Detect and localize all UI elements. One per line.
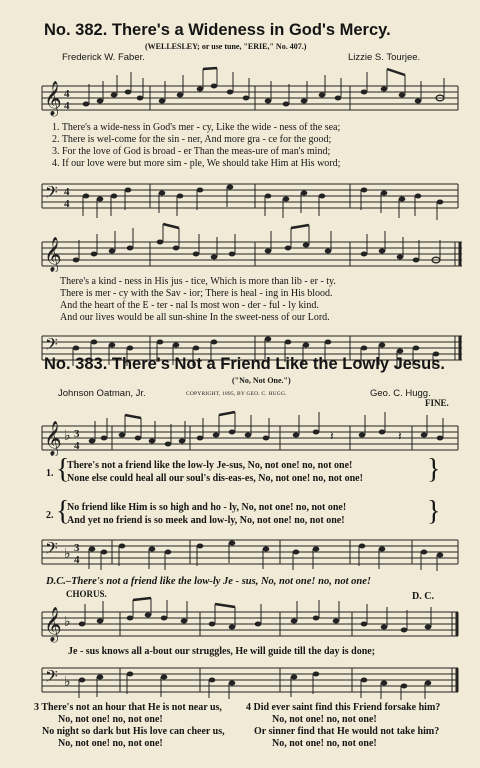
hymn-382-verse-line: 3. For the love of God is broad - er Than the meas-ure of man's mind; — [52, 146, 331, 157]
hymn-382-verse-line: 2. There is wel-come for the sin - ner, And more gra - ce for the good; — [52, 134, 332, 145]
hymn-382-composer: Lizzie S. Tourjee. — [348, 52, 421, 63]
verse-2-number: 2. — [46, 510, 54, 521]
verse-1-number: 1. — [46, 468, 54, 479]
svg-text:♭: ♭ — [64, 429, 71, 444]
music-staff-382-bass-1 — [0, 170, 480, 222]
fine-mark: FINE. — [425, 398, 449, 408]
music-staff-383-chorus-bass — [0, 656, 480, 702]
svg-text:𝄞: 𝄞 — [44, 422, 62, 455]
svg-text:4: 4 — [64, 186, 70, 198]
music-staff-383-bass-1 — [0, 528, 480, 572]
svg-text:𝄢: 𝄢 — [45, 668, 58, 690]
svg-text:4: 4 — [64, 100, 70, 112]
music-staff-382-treble-2 — [0, 222, 480, 272]
hymn-383-title: No. 383. There's Not a Friend Like the Lowly Jesus. — [44, 355, 445, 373]
verse-3-line: No, not one! no, not one! — [58, 714, 163, 725]
dc-instruction-line: D.C.–There's not a friend like the low-ly Je - sus, No, not one! no, not one! — [46, 576, 371, 587]
svg-text:𝄞: 𝄞 — [44, 238, 62, 271]
verse-3-line: 3 There's not an hour that He is not near us, — [34, 702, 222, 713]
svg-text:𝄢: 𝄢 — [45, 184, 58, 206]
svg-text:4: 4 — [64, 198, 70, 210]
hymn-382-verse-line: And the heart of the E - ter - nal Is most won - der - ful - ly kind. — [60, 300, 319, 311]
verse-3-line: No night so dark but His love can cheer us, — [42, 726, 225, 737]
hymn-383-composer: Geo. C. Hugg. — [370, 388, 431, 399]
hymn-383-subtitle: ("No, Not One.") — [232, 376, 291, 385]
hymn-383-author: Johnson Oatman, Jr. — [58, 388, 146, 399]
chorus-label: CHORUS. — [66, 589, 107, 599]
svg-text:𝄽: 𝄽 — [330, 429, 334, 443]
dc-mark: D. C. — [412, 591, 434, 602]
verse-4-line: 4 Did ever saint find this Friend forsake him? — [246, 702, 441, 713]
verse-1-line: None else could heal all our soul's dis-eas-es, No, not one! no, not one! — [67, 473, 363, 484]
verse-2-brace: { — [56, 496, 70, 527]
verse-1-line: There's not a friend like the low-ly Je-sus, No, not one! no, not one! — [67, 460, 353, 471]
svg-text:𝄢: 𝄢 — [45, 336, 58, 358]
svg-text:♭: ♭ — [64, 547, 71, 562]
verse-2-line: And yet no friend is so meek and low-ly, No, not one! no, not one! — [67, 515, 345, 526]
music-staff-382-treble-1 — [0, 64, 480, 120]
svg-text:4: 4 — [74, 554, 80, 566]
svg-text:4: 4 — [64, 88, 70, 100]
svg-text:♭: ♭ — [64, 615, 71, 630]
verse-4-line: No, not one! no, not one! — [272, 714, 377, 725]
svg-text:3: 3 — [74, 542, 80, 554]
hymn-382-verse-line: And our lives would be all sun-shine In the sweet-ness of our Lord. — [60, 312, 330, 323]
hymn-382-author: Frederick W. Faber. — [62, 52, 145, 63]
hymn-382-verse-line: 1. There's a wide-ness in God's mer - cy, Like the wide - ness of the sea; — [52, 122, 341, 133]
verse-3-line: No, not one! no, not one! — [58, 738, 163, 749]
svg-text:𝄞: 𝄞 — [44, 608, 62, 641]
hymn-382-alt-tune: (WELLESLEY; or use tune, "ERIE," No. 407.) — [145, 42, 307, 51]
music-staff-383-chorus-treble — [0, 596, 480, 644]
svg-text:𝄞: 𝄞 — [44, 82, 62, 115]
hymn-382-verse-line: There is mer - cy with the Sav - ior; There is heal - ing in His blood. — [60, 288, 333, 299]
chorus-lyrics: Je - sus knows all a-bout our struggles, He will guide till the day is done; — [68, 646, 376, 657]
hymn-382-title: No. 382. There's a Wideness in God's Mercy. — [44, 21, 391, 39]
verse-2-right-brace: } — [427, 496, 441, 527]
hymn-382-verse-line: 4. If our love were but more sim - ple, We should take Him at His word; — [52, 158, 341, 169]
verse-1-brace: { — [56, 454, 70, 485]
svg-text:3: 3 — [74, 428, 80, 440]
svg-text:𝄢: 𝄢 — [45, 540, 58, 562]
svg-text:♭: ♭ — [64, 675, 71, 690]
verse-2-line: No friend like Him is so high and ho - ly, No, not one! no, not one! — [67, 502, 347, 513]
verse-4-line: No, not one! no, not one! — [272, 738, 377, 749]
hymn-383-copyright: COPYRIGHT, 1895, BY GEO. C. HUGG. — [186, 391, 287, 397]
music-staff-383-treble-1 — [0, 404, 480, 456]
hymn-382-verse-line: There's a kind - ness in His jus - tice, Which is more than lib - er - ty. — [60, 276, 336, 287]
svg-text:4: 4 — [74, 440, 80, 452]
verse-4-line: Or sinner find that He would not take him? — [254, 726, 440, 737]
svg-text:𝄽: 𝄽 — [398, 429, 402, 443]
verse-1-right-brace: } — [427, 454, 441, 485]
